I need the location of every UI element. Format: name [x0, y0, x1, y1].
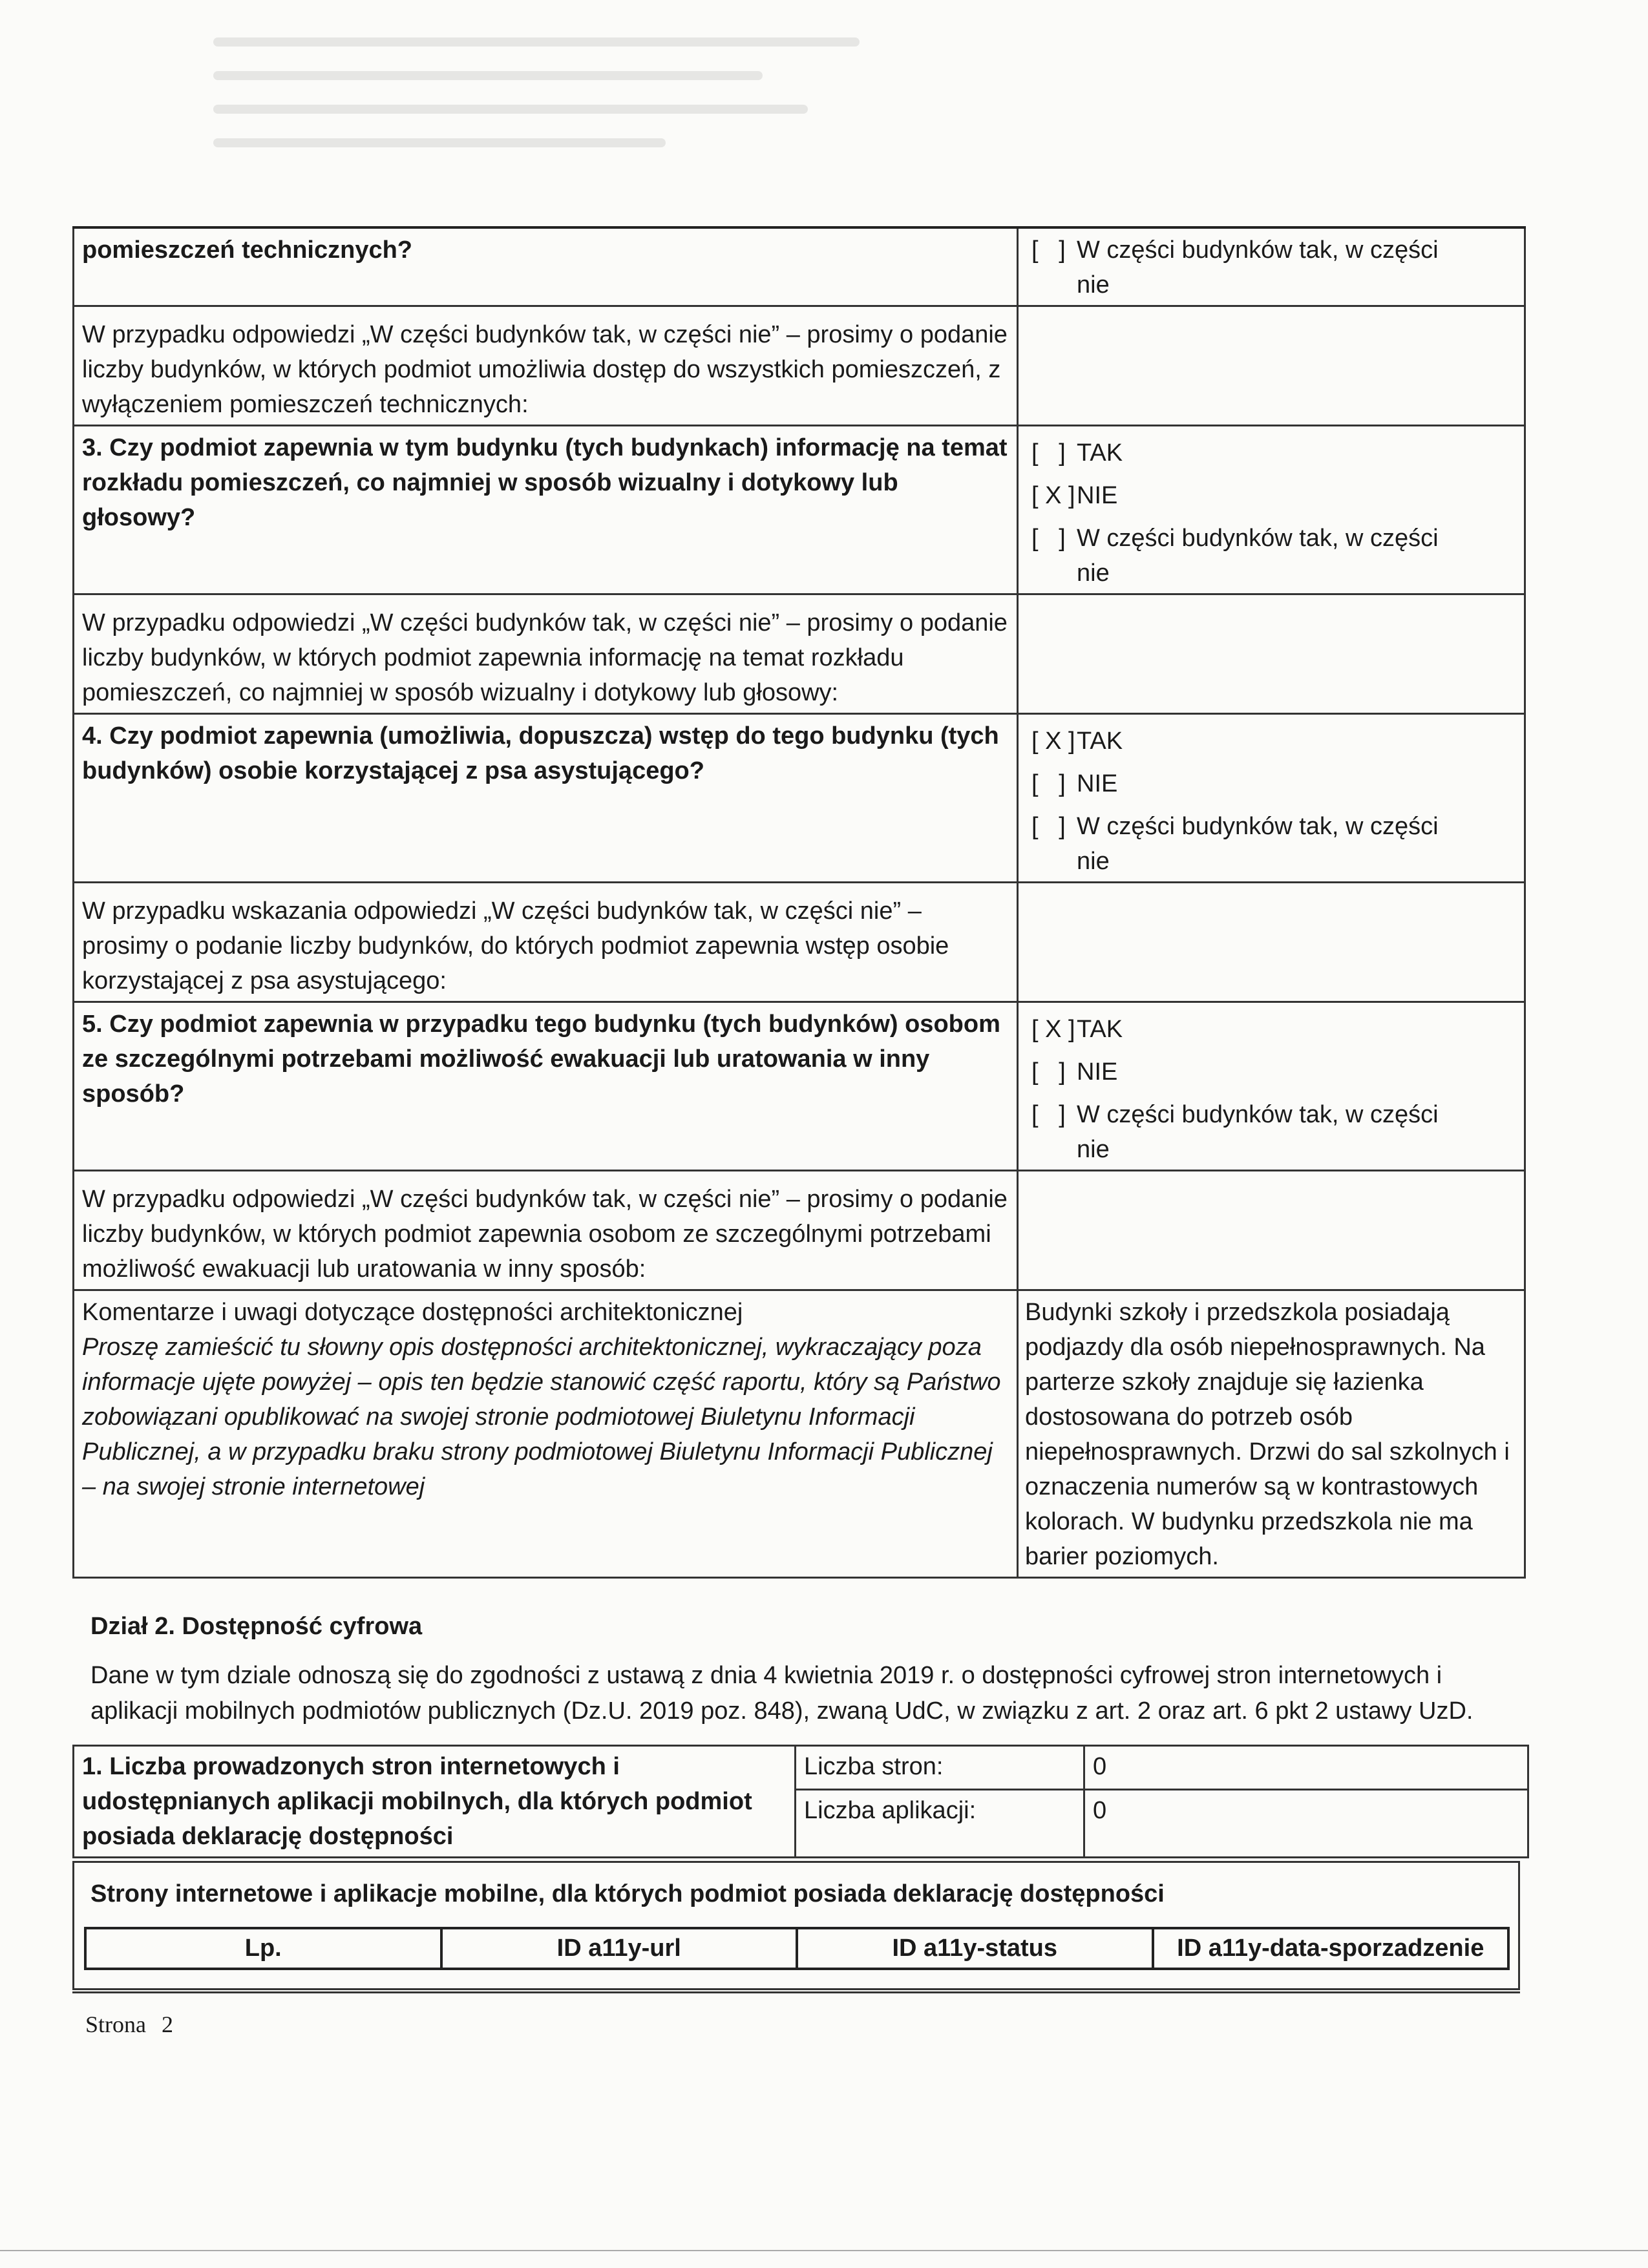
answer-cell: [1018, 1002, 1525, 1171]
followup-cell: W przypadku wskazania odpowiedzi „W części budynków tak, w części nie” – prosimy o podanie liczby budynków, do których podmiot zapewnia wstęp osobie korzystającej z psa asystującego:: [74, 883, 1018, 1002]
declarations-list-title: Strony internetowe i aplikacje mobilne, dla których podmiot posiada deklarację dostępności: [90, 1880, 1165, 1907]
followup-cell: W przypadku odpowiedzi „W części budynków tak, w części nie” – prosimy o podanie liczby budynków, w których podmiot zapewnia informację na temat rozkładu pomieszczeń, co najmniej w sposób wizualny i dotykowy lub głosowy:: [74, 594, 1018, 714]
option-label: W części budynków tak, w części: [1077, 236, 1439, 264]
comments-heading: Komentarze i uwagi dotyczące dostępności architektonicznej: [82, 1299, 743, 1326]
column-header-url: ID a11y-url: [441, 1928, 798, 1969]
bleed-through-text: [213, 13, 860, 181]
page-number: 2: [162, 2011, 173, 2037]
option-label: TAK: [1077, 728, 1123, 755]
checkbox[interactable]: [ X ]: [1031, 1016, 1075, 1043]
page-footer: [85, 2011, 173, 2038]
column-header-lp: Lp.: [85, 1928, 441, 1969]
answer-cell: [1018, 714, 1525, 883]
option-label: W części budynków tak, w części: [1077, 813, 1439, 840]
apps-label: Liczba aplikacji:: [796, 1789, 1084, 1857]
column-header-date: ID a11y-data-sporzadzenie: [1153, 1928, 1509, 1969]
option-label: TAK: [1077, 439, 1123, 467]
option-label: NIE: [1077, 1058, 1118, 1086]
comments-answer[interactable]: Budynki szkoły i przedszkola posiadają podjazdy dla osób niepełnosprawnych. Na parterze szkoły znajduje się łazienka dostosowana do potrzeb osób niepełnosprawnych. Drzwi do sal szkolnych i oznaczenia numerów są w kontrastowych kolorach. W budynku przedszkola nie ma barier poziomych.: [1018, 1290, 1525, 1578]
table-row: [74, 594, 1525, 714]
question-cell: 4. Czy podmiot zapewnia (umożliwia, dopuszcza) wstęp do tego budynku (tych budynków) osobie korzystającej z psa asystującego?: [74, 714, 1018, 883]
option-label-cont: nie: [1077, 560, 1110, 587]
table-row: [74, 883, 1525, 1002]
table-row: [74, 1002, 1525, 1171]
checkbox[interactable]: [ ]: [1031, 770, 1066, 797]
divider: [72, 1991, 1520, 1993]
option-partial[interactable]: [1019, 1097, 1516, 1167]
option-label: W części budynków tak, w części: [1077, 1101, 1439, 1128]
sites-value[interactable]: 0: [1084, 1746, 1528, 1790]
table-row: [74, 306, 1525, 426]
comments-cell: [74, 1290, 1018, 1578]
architectural-accessibility-table: [72, 226, 1526, 1579]
section-title: Dział 2. Dostępność cyfrowa: [90, 1613, 423, 1640]
followup-answer-cell[interactable]: [1018, 883, 1525, 1002]
count-question: 1. Liczba prowadzonych stron internetowych i udostępnianych aplikacji mobilnych, dla których podmiot posiada deklarację dostępności: [74, 1746, 796, 1858]
answer-cell: [1018, 426, 1525, 594]
checkbox[interactable]: [ ]: [1031, 813, 1066, 840]
checkbox[interactable]: [ X ]: [1031, 482, 1075, 509]
column-header-status: ID a11y-status: [797, 1928, 1153, 1969]
checkbox[interactable]: [ X ]: [1031, 728, 1075, 755]
apps-value[interactable]: 0: [1084, 1789, 1528, 1857]
table-header-row: [85, 1928, 1508, 1969]
question-cell: 3. Czy podmiot zapewnia w tym budynku (tych budynkach) informację na temat rozkładu pomieszczeń, co najmniej w sposób wizualny i dotykowy lub głosowy?: [74, 426, 1018, 594]
checkbox[interactable]: [ ]: [1031, 1058, 1066, 1086]
option-label-cont: nie: [1077, 848, 1110, 875]
option-partial[interactable]: [1019, 809, 1516, 879]
declarations-count-table: [72, 1745, 1529, 1858]
checkbox[interactable]: [ ]: [1031, 236, 1066, 264]
option-yes[interactable]: [1019, 436, 1516, 470]
option-label: TAK: [1077, 1016, 1123, 1043]
question-cell: 5. Czy podmiot zapewnia w przypadku tego budynku (tych budynków) osobom ze szczególnymi potrzebami możliwość ewakuacji lub uratowania w inny sposób?: [74, 1002, 1018, 1171]
option-partial[interactable]: [1019, 233, 1516, 302]
option-label: NIE: [1077, 482, 1118, 509]
table-row: [74, 1746, 1528, 1790]
option-yes[interactable]: [1019, 1012, 1516, 1047]
followup-cell: W przypadku odpowiedzi „W części budynków tak, w części nie” – prosimy o podanie liczby budynków, w których podmiot umożliwia dostęp do wszystkich pomieszczeń, z wyłączeniem pomieszczeń technicznych:: [74, 306, 1018, 426]
scan-edge: [0, 2250, 1648, 2251]
sites-label: Liczba stron:: [796, 1746, 1084, 1790]
footer-label: Strona: [85, 2011, 146, 2037]
comments-instructions: Proszę zamieścić tu słowny opis dostępności architektonicznej, wykraczający poza informacje ujęte powyżej – opis ten będzie stanowić część raportu, który są Państwo zobowiązani opublikować na swojej stronie podmiotowej Biuletynu Informacji Publicznej, a w przypadku braku strony podmiotowej Biuletynu Informacji Publicznej – na swojej stronie internetowej: [82, 1334, 1001, 1500]
table-row: [74, 714, 1525, 883]
answer-cell: [1018, 227, 1525, 306]
table-row: [74, 1290, 1525, 1578]
question-cell: pomieszczeń technicznych?: [74, 227, 1018, 306]
declarations-list-header: [84, 1927, 1510, 1970]
section-intro: Dane w tym dziale odnoszą się do zgodności z ustawą z dnia 4 kwietnia 2019 r. o dostępności cyfrowej stron internetowych i aplikacji mobilnych podmiotów publicznych (Dz.U. 2019 poz. 848), zwaną UdC, w związku z art. 2 oraz art. 6 pkt 2 ustawy UzD.: [90, 1662, 1474, 1725]
followup-answer-cell[interactable]: [1018, 594, 1525, 714]
checkbox[interactable]: [ ]: [1031, 525, 1066, 552]
option-yes[interactable]: [1019, 724, 1516, 759]
followup-cell: W przypadku odpowiedzi „W części budynków tak, w części nie” – prosimy o podanie liczby budynków, w których podmiot zapewnia osobom ze szczególnymi potrzebami możliwość ewakuacji lub uratowania w inny sposób:: [74, 1171, 1018, 1290]
option-no[interactable]: [1019, 478, 1516, 513]
table-row: [74, 227, 1525, 306]
followup-answer-cell[interactable]: [1018, 306, 1525, 426]
table-row: [74, 1171, 1525, 1290]
option-label-cont: nie: [1077, 1136, 1110, 1163]
checkbox[interactable]: [ ]: [1031, 1101, 1066, 1128]
option-label: W części budynków tak, w części: [1077, 525, 1439, 552]
option-partial[interactable]: [1019, 521, 1516, 591]
table-row: [74, 426, 1525, 594]
option-label: NIE: [1077, 770, 1118, 797]
followup-answer-cell[interactable]: [1018, 1171, 1525, 1290]
option-label-cont: nie: [1077, 271, 1110, 299]
option-no[interactable]: [1019, 766, 1516, 801]
option-no[interactable]: [1019, 1055, 1516, 1089]
checkbox[interactable]: [ ]: [1031, 439, 1066, 467]
